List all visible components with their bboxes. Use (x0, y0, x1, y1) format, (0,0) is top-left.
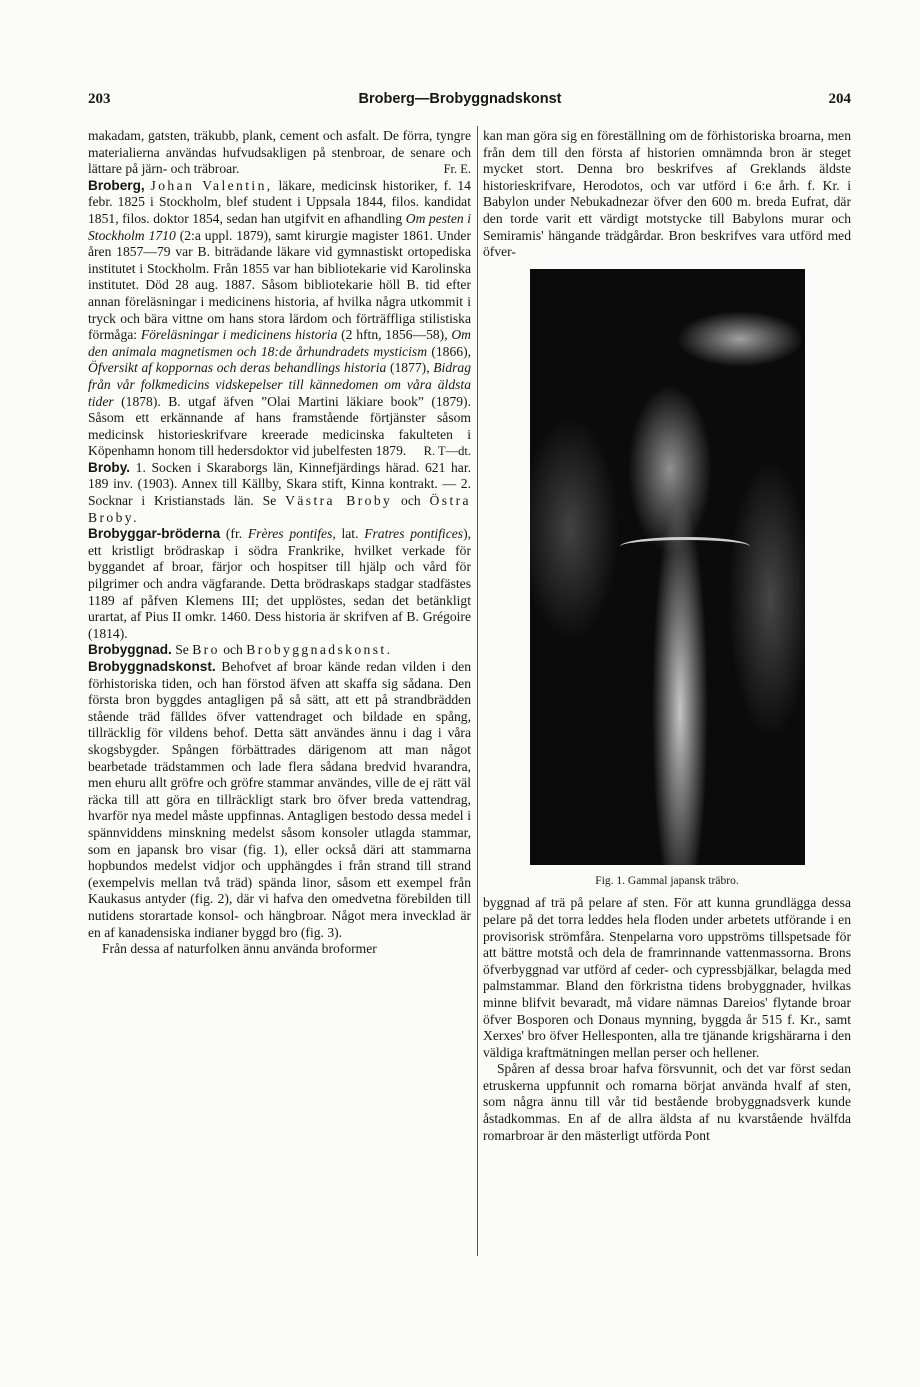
author-signature: R. T—dt. (423, 444, 471, 459)
entry-broby: Broby. 1. Socken i Skaraborgs län, Kinnefjärdings härad. 621 har. 189 inv. (1903). Annex till Källby, Skara stift, Kinna kontrakt. — 2. Socknar i Kristianstads län. Se Västra Broby och Östra Broby. (88, 459, 471, 525)
figure (530, 269, 805, 890)
right-column (483, 128, 851, 1144)
column-divider (477, 126, 478, 1256)
entry-brobyggar-broderna: Brobyggar-bröderna (fr. Frères pontifes, lat. Fratres pontifices), ett kristligt brödraskap i södra Frankrike, hvilket verkade för byggandet af broar, färjor och hospitser till hjälp och vård för pilgrimer och andra vägfarande. Detta brödraskaps stadgar stadfästes 1189 af påfven Klemens III; det upplöstes, sedan det betänkligt urartat, af Pius II omkr. 1460. Dess historia är skrifven af B. Grégoire (1814). (88, 526, 471, 641)
paragraph: Spåren af dessa broar hafva försvunnit, och det var först sedan etruskerna uppfunnit och romarna börjat använda hvalf af sten, som några ännu till vår tid bestående brobyggnadsverk kunde åstadkommas. En af de allra äldsta af nu kvarstående hvälfda romarbroar är den mästerligt utförda Pont (483, 1061, 851, 1143)
author-signature: Fr. E. (443, 162, 471, 177)
article-continuation: makadam, gatsten, träkubb, plank, cement och asfalt. De förra, tyngre materialierna användas hufvudsakligen på stenbroar, de senare och lättare på järn- och träbroar. Fr. E. (88, 128, 471, 177)
bridge-photo (530, 269, 805, 865)
paragraph: kan man göra sig en föreställning om de förhistoriska broarna, men från dem till den första af historien omnämnda bron är steget mycket stort. Denna bro beskrifves af Greklands äldste historieskrifvare, Herodotos, och var utförd i 6:e årh. f. Kr. i Babylon under Nebukadnezar öfver den 600 m. breda Eufrat, där den torde varit ett värdigt motstycke till Babylons murar och Semiramis' hängande trädgårdar. Bron beskrifves vara utförd med öfver- (483, 128, 851, 260)
entry-brobyggnad: Brobyggnad. Se Bro och Brobyggnadskonst. (88, 642, 393, 658)
paragraph: Från dessa af naturfolken ännu använda broformer (102, 941, 377, 957)
entry-broberg: Broberg, Johan Valentin, läkare, medicinsk historiker, f. 14 febr. 1825 i Stockholm, blef student i Uppsala 1844, filos. kandidat 1851, filos. doktor 1854, sedan han utgifvit en afhandling Om pesten i Stockholm 1710 (2:a uppl. 1879), samt kirurgie magister 1861. Under åren 1857—79 var B. biträdande läkare vid gymnastiskt ortopediska institutet i Stockholm. Från 1855 var han bibliotekarie vid Karolinska institutet. Död 28 aug. 1887. Såsom bibliotekarie höll B. tid efter annan föreläsningar i medicinens historia, af hvilka några utkommit i tryck och bära vittne om hans stora lärdom och förträffliga stilistiska förmåga: Föreläsningar i medicinens historia (2 hftn, 1856—58), Om den animala magnetismen och 18:de århundradets mysticism (1866), Öfversikt af koppornas och deras behandlings historia (1877), Bidrag från vår folkmedicins vidskepelser till kännedomen om våra äldsta tider (1878). B. utgaf äfven ”Olai Martini läkiare book” (1879). Såsom ett erkännande af hans framstående förtjänster såsom medicinsk historieskrifvare kreerade medicinska fakulteten i Köpenhamn honom till hedersdoktor vid jubelfesten 1879. R. T—dt. (88, 177, 472, 459)
entry-brobyggnadskonst: Brobyggnadskonst. Behofvet af broar kände redan vilden i den förhistoriska tiden, och han förstod äfven att skaffa sig sådana. Den första bron byggdes antagligen på så sätt, att ett på strandbrädden stående träd fälldes öfver vattendraget och bildade en spång, tillräcklig för vildens behof. Detta sätt användes ännu i dag i våra skogsbygder. Spången förbättrades därigenom att man något bearbetade trädstammen och lade flera sådana bredvid hvarandra, men ehuru allt gröfre och gröfre stammar användes, ville de ej rätt väl räcka till att göra en tillräckligt stark bro öfver breda vattendrag, hvarför nya medel måste uppfinnas. Antagligen bestodo dessa medel i spännviddens minskning medelst såsom konsoler utlagda stammar, som en japansk bro visar (fig. 1), eller också däri att stammarna hopbundos medelst vidjor och upphängdes i från strand till strand (exempelvis mellan två träd) spända linor, såsom ett exempel från Kaukasus antyder (fig. 2), där vi hafva den omedvetna förebilden till nutidens storartade konsol- och hängbroar. Något mera invecklad är en af kanadensiska indianer byggd bro (fig. 3). (88, 659, 471, 940)
entry-term: Broberg, (88, 177, 145, 193)
bridge-arch (620, 537, 750, 556)
page-number-right: 204 (828, 91, 851, 107)
running-head-title: Broberg—Brobyggnadskonst (358, 91, 562, 107)
entry-term: Brobyggnadskonst. (88, 659, 216, 674)
figure-caption: Fig. 1. Gammal japansk träbro. (595, 874, 739, 887)
entry-term: Brobyggnad. (88, 642, 172, 658)
page-number-left: 203 (88, 91, 111, 107)
entry-term: Brobyggar-bröderna (88, 526, 221, 542)
entry-term: Broby. (88, 459, 131, 475)
paragraph: byggnad af trä på pelare af sten. För att kunna grundlägga dessa pelare på det torra leddes hela floden under arbetets utförande i en provisorisk strömfåra. Stenpelarna voro uppströms tillspetsade för att bättre motstå och dela de framrinnande vattenmassorna. Brons öfverbyggnad var utförd af ceder- och cypressbjälkar, belagda med palmstammar. Bland den förkristna tidens brobyggnader, hvilkas minne blifvit bevaradt, må vidare nämnas Dareios' flytande broar öfver Bosporen och Donaus mynning, byggda år 515 f. Kr., samt Xerxes' bro öfver Hellesponten, alla tre tjänande krigshärarna i den väldiga kraftmätningen mellan perser och hellener. (483, 895, 851, 1060)
left-column (88, 128, 471, 958)
